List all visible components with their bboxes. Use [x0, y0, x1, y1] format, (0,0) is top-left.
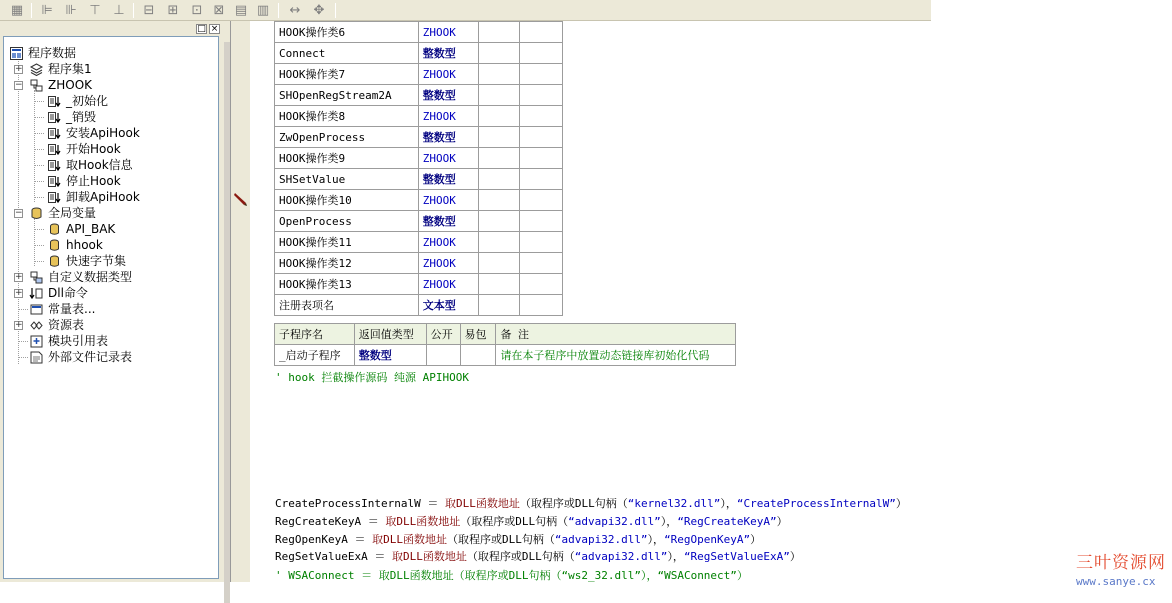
expander-icon[interactable]: +	[15, 64, 23, 74]
code-punctuation: ），	[667, 550, 684, 563]
tree-item-label: 常量表...	[48, 302, 96, 316]
code-inner-call: （取程序或DLL句柄（	[446, 533, 555, 546]
variable-row[interactable]	[275, 295, 563, 316]
variable-row[interactable]	[275, 85, 563, 106]
variable-flag-cell[interactable]	[520, 64, 563, 85]
variable-flag-cell[interactable]	[520, 232, 563, 253]
tree-line	[34, 149, 44, 150]
class-icon	[30, 79, 43, 92]
variable-type-cell[interactable]: ZHOOK	[418, 22, 478, 43]
variable-name-cell[interactable]: HOOK操作类11	[275, 232, 419, 253]
method-icon	[48, 159, 61, 172]
variable-name-cell[interactable]: HOOK操作类12	[275, 253, 419, 274]
variable-flag-cell[interactable]	[478, 85, 520, 106]
watermark-title: 三叶资源网	[1076, 553, 1166, 573]
variable-row[interactable]	[275, 148, 563, 169]
expander-icon[interactable]: +	[15, 288, 23, 298]
resource-icon	[30, 319, 43, 332]
variable-flag-cell[interactable]	[520, 22, 563, 43]
variable-flag-cell[interactable]	[478, 211, 520, 232]
tree-line	[34, 90, 35, 202]
code-assign-target: CreateProcessInternalW ＝	[275, 497, 445, 510]
variable-type-cell[interactable]: ZHOOK	[418, 253, 478, 274]
code-function-name: 取DLL函数地址	[372, 533, 447, 546]
tree-item-label: 全局变量	[48, 206, 97, 220]
variable-flag-cell[interactable]	[520, 295, 563, 316]
variable-name-cell[interactable]: HOOK操作类7	[275, 64, 419, 85]
variable-flag-cell[interactable]	[520, 85, 563, 106]
module-icon	[30, 335, 43, 348]
toolbar	[0, 0, 931, 21]
variable-flag-cell[interactable]	[520, 253, 563, 274]
variable-type-cell[interactable]: 整数型	[418, 169, 478, 190]
align-left-icon[interactable]: ⊫	[41, 3, 53, 18]
code-string-arg: “kernel32.dll”	[627, 497, 721, 510]
tree-item-label: 取Hook信息	[66, 158, 133, 172]
variable-flag-cell[interactable]	[520, 211, 563, 232]
tree-line	[34, 165, 44, 166]
program-icon	[10, 47, 23, 60]
pin-button[interactable]: □	[197, 24, 206, 34]
tree-item-label: Dll命令	[48, 286, 88, 300]
variable-flag-cell[interactable]	[520, 169, 563, 190]
variable-flag-cell[interactable]	[520, 43, 563, 64]
code-assign-target: ' WSAConnect ＝	[275, 569, 379, 582]
subroutine-table	[274, 323, 736, 366]
tree-line	[34, 117, 44, 118]
tree-item-label: 快速字节集	[66, 254, 127, 268]
tree-line	[34, 101, 44, 102]
header-easy-package: 易包	[460, 324, 496, 345]
left-panel	[0, 21, 230, 582]
variable-name-cell[interactable]: 注册表项名	[275, 295, 419, 316]
code-string-arg: “advapi32.dll”	[574, 550, 668, 563]
code-punctuation: ）	[789, 550, 801, 563]
tree-line	[34, 218, 35, 266]
tree-item-label: 自定义数据类型	[48, 270, 133, 284]
variable-type-cell[interactable]: 文本型	[418, 295, 478, 316]
code-punctuation: ），	[647, 533, 665, 546]
editor-gutter	[230, 21, 250, 582]
variable-flag-cell[interactable]	[478, 169, 520, 190]
variable-flag-cell[interactable]	[478, 22, 520, 43]
sub-name-cell[interactable]: _启动子程序	[275, 345, 355, 366]
tree-root-label: 程序数据	[28, 46, 77, 60]
method-icon	[48, 143, 61, 156]
variable-name-cell[interactable]: HOOK操作类8	[275, 106, 419, 127]
code-string-arg: “WSAConnect”	[657, 569, 737, 582]
variable-row[interactable]	[275, 232, 563, 253]
variable-name-cell[interactable]: SHOpenRegStream2A	[275, 85, 419, 106]
variable-flag-cell[interactable]	[478, 295, 520, 316]
toolbar-separator	[278, 3, 279, 18]
tree-item-label: _销毁	[66, 110, 97, 124]
center-v-icon[interactable]: ⊞	[167, 3, 179, 18]
tree-line	[34, 261, 44, 262]
tree-line	[34, 181, 44, 182]
subroutine-row[interactable]	[275, 345, 736, 366]
variables-table	[274, 21, 563, 316]
variable-flag-cell[interactable]	[478, 232, 520, 253]
code-inner-call: （取程序或DLL句柄（	[460, 515, 569, 528]
expander-icon[interactable]: +	[15, 320, 23, 330]
close-button[interactable]: ×	[210, 24, 219, 34]
variable-row[interactable]	[275, 106, 563, 127]
comment-line[interactable]: ' hook 拦截操作源码 纯源 APIHOOK	[275, 371, 469, 384]
variable-row[interactable]	[275, 22, 563, 43]
subroutine-header-row	[275, 324, 736, 345]
variable-row[interactable]	[275, 127, 563, 148]
variable-type-cell[interactable]: ZHOOK	[418, 64, 478, 85]
code-assign-target: RegCreateKeyA ＝	[275, 515, 386, 528]
variable-row[interactable]	[275, 169, 563, 190]
code-inner-call: （取程序或DLL句柄（	[466, 550, 575, 563]
code-inner-call: （取程序或DLL句柄（	[453, 569, 562, 582]
tree-item-label: 开始Hook	[66, 142, 121, 156]
watermark-url: www.sanye.cx	[1076, 575, 1156, 588]
variable-type-cell[interactable]: ZHOOK	[418, 106, 478, 127]
tab-order-icon[interactable]: ✥	[313, 3, 325, 18]
header-remarks: 备 注	[496, 324, 736, 345]
watermark	[1076, 548, 1172, 588]
expander-icon[interactable]: +	[15, 272, 23, 282]
code-function-name: 取DLL函数地址	[444, 497, 520, 510]
code-string-arg: “advapi32.dll”	[554, 533, 648, 546]
code-line[interactable]	[275, 567, 748, 583]
code-line[interactable]	[275, 531, 761, 547]
variable-row[interactable]	[275, 253, 563, 274]
variable-icon	[48, 239, 61, 252]
variable-type-cell[interactable]: ZHOOK	[418, 232, 478, 253]
variable-flag-cell[interactable]	[478, 127, 520, 148]
method-icon	[48, 175, 61, 188]
variable-icon	[48, 223, 61, 236]
variable-flag-cell[interactable]	[478, 190, 520, 211]
tree-item-label: 卸载ApiHook	[66, 190, 140, 204]
tree-line	[34, 245, 44, 246]
code-punctuation: ）	[750, 533, 762, 546]
sub-easy-package-cell[interactable]	[460, 345, 496, 366]
code-line[interactable]	[275, 548, 801, 564]
toolbar-separator	[31, 3, 32, 18]
code-assign-target: RegSetValueExA ＝	[275, 550, 392, 563]
variable-name-cell[interactable]: HOOK操作类9	[275, 148, 419, 169]
code-inner-call: （取程序或DLL句柄（	[519, 497, 628, 510]
project-tree[interactable]	[3, 36, 219, 579]
variable-flag-cell[interactable]	[478, 43, 520, 64]
header-name: 子程序名	[275, 324, 355, 345]
variable-flag-cell[interactable]	[520, 127, 563, 148]
tree-line	[18, 341, 28, 342]
header-public: 公开	[426, 324, 460, 345]
stack-icon	[30, 63, 43, 76]
expander-icon[interactable]: −	[15, 80, 23, 90]
variable-type-cell[interactable]: ZHOOK	[418, 148, 478, 169]
code-string-arg: “RegOpenKeyA”	[664, 533, 751, 546]
variable-flag-cell[interactable]	[478, 253, 520, 274]
align-top-icon[interactable]: ⊤	[89, 3, 101, 18]
center-h-icon[interactable]: ⊟	[143, 3, 155, 18]
tree-line	[34, 197, 44, 198]
expander-icon[interactable]: −	[15, 208, 23, 218]
variable-name-cell[interactable]: OpenProcess	[275, 211, 419, 232]
variable-type-cell[interactable]: ZHOOK	[418, 274, 478, 295]
variable-flag-cell[interactable]	[520, 148, 563, 169]
variable-name-cell[interactable]: ZwOpenProcess	[275, 127, 419, 148]
dll-icon	[30, 287, 43, 300]
tree-item-label: _初始化	[66, 94, 109, 108]
code-string-arg: “ws2_32.dll”	[561, 569, 641, 582]
toolbar-separator	[335, 3, 336, 18]
variable-flag-cell[interactable]	[478, 274, 520, 295]
tree-item-label: ZHOOK	[48, 78, 93, 92]
code-string-arg: “advapi32.dll”	[568, 515, 661, 528]
code-string-arg: “CreateProcessInternalW”	[736, 497, 896, 510]
same-height-icon[interactable]: ⊠	[213, 3, 225, 18]
variable-row[interactable]	[275, 43, 563, 64]
variable-name-cell[interactable]: HOOK操作类13	[275, 274, 419, 295]
tree-line	[18, 309, 28, 310]
tree-item-label: 资源表	[48, 318, 85, 332]
toolbar-separator	[133, 3, 134, 18]
variable-type-cell[interactable]: 整数型	[418, 211, 478, 232]
method-icon	[48, 191, 61, 204]
file-icon	[30, 351, 43, 364]
align-bottom-icon[interactable]: ⊥	[113, 3, 125, 18]
variable-row[interactable]	[275, 211, 563, 232]
code-function-name: 取DLL函数地址	[385, 515, 461, 528]
code-punctuation: ），	[640, 569, 658, 582]
code-punctuation: ），	[720, 497, 737, 510]
method-icon	[48, 95, 61, 108]
variable-flag-cell[interactable]	[520, 106, 563, 127]
code-line[interactable]	[275, 495, 907, 511]
variable-flag-cell[interactable]	[478, 64, 520, 85]
distribute-v-icon[interactable]: ▥	[256, 3, 270, 18]
breakpoint-pen-icon[interactable]	[233, 191, 249, 207]
tree-item-label: 程序集1	[48, 62, 92, 76]
variable-type-cell[interactable]: ZHOOK	[418, 190, 478, 211]
code-function-name: 取DLL函数地址	[378, 569, 454, 582]
tree-line	[34, 133, 44, 134]
variable-flag-cell[interactable]	[520, 190, 563, 211]
type-icon	[30, 271, 43, 284]
align-right-icon[interactable]: ⊪	[65, 3, 77, 18]
code-punctuation: ）	[776, 515, 788, 528]
database-icon	[30, 207, 43, 220]
code-string-arg: “RegSetValueExA”	[683, 550, 790, 563]
method-icon	[48, 111, 61, 124]
variable-row[interactable]	[275, 64, 563, 85]
variable-name-cell[interactable]: HOOK操作类6	[275, 22, 419, 43]
code-editor[interactable]	[250, 21, 1166, 588]
variable-type-cell[interactable]: 整数型	[418, 43, 478, 64]
sub-return-type-cell[interactable]: 整数型	[354, 345, 426, 366]
code-assign-target: RegOpenKeyA ＝	[275, 533, 373, 546]
header-return-type: 返回值类型	[354, 324, 426, 345]
method-icon	[48, 127, 61, 140]
tree-item-label: API_BAK	[66, 222, 116, 236]
tree-line	[18, 357, 28, 358]
sub-public-cell[interactable]	[426, 345, 460, 366]
variable-type-cell[interactable]: 整数型	[418, 85, 478, 106]
tree-item-label: 外部文件记录表	[48, 350, 133, 364]
tree-line	[34, 229, 44, 230]
variable-flag-cell[interactable]	[478, 106, 520, 127]
code-punctuation: ），	[660, 515, 678, 528]
code-function-name: 取DLL函数地址	[391, 550, 467, 563]
constant-icon	[30, 303, 43, 316]
tree-item-label: 安装ApiHook	[66, 126, 140, 140]
variable-icon	[48, 255, 61, 268]
variable-type-cell[interactable]: 整数型	[418, 127, 478, 148]
variable-flag-cell[interactable]	[520, 274, 563, 295]
tree-item-label: 停止Hook	[66, 174, 121, 188]
variable-flag-cell[interactable]	[478, 148, 520, 169]
code-string-arg: “RegCreateKeyA”	[677, 515, 777, 528]
tree-item-label: 模块引用表	[48, 334, 109, 348]
distribute-h-icon[interactable]: ▤	[234, 3, 248, 18]
same-width-icon[interactable]: ⊡	[191, 3, 203, 18]
variable-row[interactable]	[275, 274, 563, 295]
variable-row[interactable]	[275, 190, 563, 211]
panel-header	[0, 23, 224, 35]
tree-item-label: hhook	[66, 238, 103, 252]
sub-remarks-cell[interactable]: 请在本子程序中放置动态链接库初始化代码	[496, 345, 736, 366]
grid-icon[interactable]: ▦	[10, 3, 24, 18]
variable-name-cell[interactable]: SHSetValue	[275, 169, 419, 190]
variable-name-cell[interactable]: HOOK操作类10	[275, 190, 419, 211]
code-punctuation: ）	[736, 569, 748, 582]
code-punctuation: ）	[895, 497, 907, 510]
same-size-icon[interactable]: ↔	[289, 3, 301, 18]
variable-name-cell[interactable]: Connect	[275, 43, 419, 64]
code-line[interactable]	[275, 513, 788, 529]
